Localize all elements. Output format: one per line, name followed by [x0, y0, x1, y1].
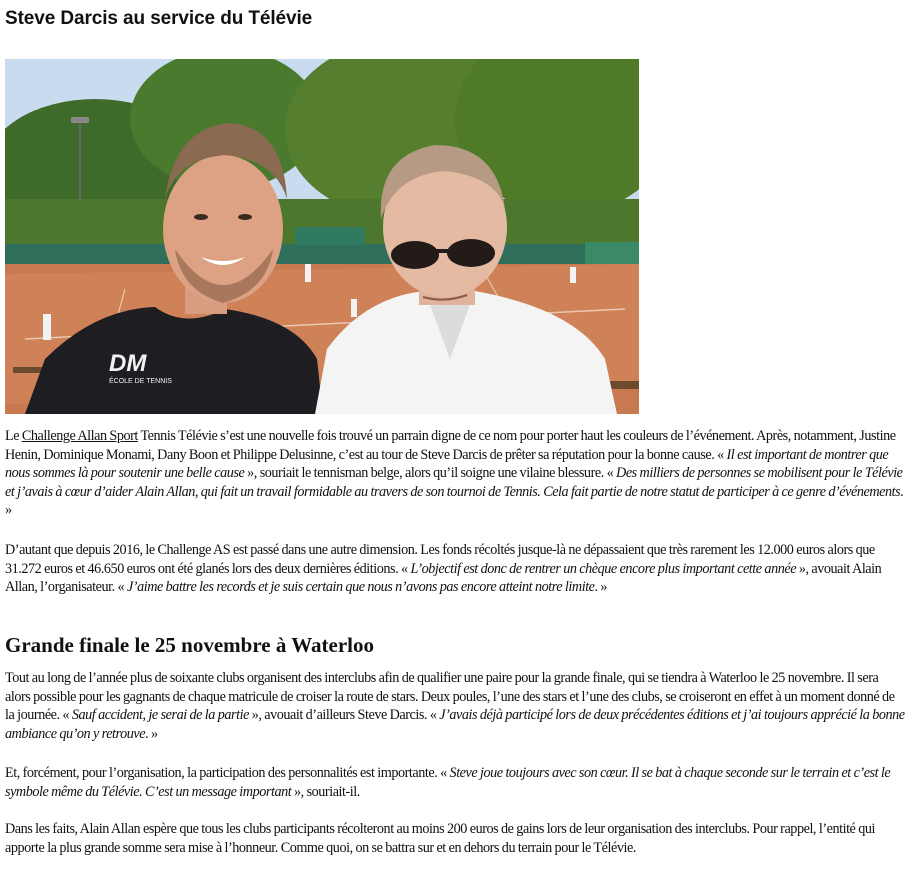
challenge-allan-sport-link[interactable]: Challenge Allan Sport [21, 428, 138, 444]
jacket-logo-text: DM [109, 350, 147, 377]
p3-text-1: Tout au long de l’année plus de soixante clubs organisent des interclubs afin de qualifier une paire pour la grande finale, qui se tiendra à Waterloo le 25 novembre. Il sera alors possible pour les gagnants de chaque matricule de croiser la route de stars. Deux poules, l’une des stars et l’une des clubs, se croiseront en effet à un moment donné de la journée. « [5, 670, 895, 724]
p2-quote-2: J’aime battre les records et je suis certain que nous n’avons pas encore atteint notre limite [126, 579, 595, 596]
p1-text-4: . » [5, 483, 904, 519]
p1-quote-1: Il est important de montrer que nous sommes là pour soutenir une belle cause [5, 446, 889, 482]
paragraph-2 [5, 541, 905, 597]
p2-text-2: », avouait Alain Allan, l’organisateur. « [5, 560, 882, 596]
p4-text-2: », souriait-il. [291, 783, 360, 800]
paragraph-3 [5, 669, 905, 743]
p2-text-1: D’autant que depuis 2016, le Challenge AS est passé dans une autre dimension. Les fonds récoltés jusque-là ne dépassaient que très rarement les 12.000 euros alors que 31.272 euros et 46.650 euros ont été glanés lors des deux dernières éditions. « [5, 542, 875, 577]
jacket-logo-caption: ÉCOLE DE TENNIS [109, 378, 172, 385]
p1-text-1: Le [5, 428, 22, 444]
paragraph-4 [5, 764, 905, 801]
p1-text-3: », souriait le tennisman belge, alors qu’il soigne une vilaine blessure. « [244, 465, 617, 482]
p4-quote-1: Steve joue toujours avec son cœur. Il se bat à chaque seconde sur le terrain et c’est le symbole même du Télévie. C’est un message important [5, 765, 891, 800]
p1-quote-2: Des milliers de personnes se mobilisent pour le Télévie et j’avais à cœur d’aider Alain Allan, qui fait un travail formidable au travers de son tournoi de Tennis. Cela fait partie de notre statut de participer à ce genre d’événements [5, 465, 903, 500]
p3-quote-2: J’avais déjà participé lors de deux précédentes éditions et j’ai toujours apprécié la bonne ambiance qu’on y retrouve [5, 707, 905, 742]
p2-quote-1: L’objectif est donc de rentrer un chèque encore plus important cette année [410, 560, 797, 577]
paragraph-1 [5, 427, 905, 520]
p3-text-2: », avouait d’ailleurs Steve Darcis. « [248, 707, 440, 724]
article-photo [5, 59, 639, 414]
p3-quote-1: Sauf accident, je serai de la partie [71, 707, 249, 724]
p1-text-2: Tennis Télévie s’est une nouvelle fois trouvé un parrain digne de ce nom pour porter haut les couleurs de l’événement. Après, notamment, Justine Henin, Dominique Monami, Dany Boon et Philippe Delusinne, c’est au tour de Steve Darcis de prêter sa réputation pour la bonne cause. « [5, 428, 896, 463]
p2-text-3: . » [594, 579, 608, 596]
p3-text-3: . » [145, 725, 158, 742]
p4-text-1: Et, forcément, pour l’organisation, la participation des personnalités est importante. « [5, 765, 450, 781]
article-title: Steve Darcis au service du Télévie [5, 8, 313, 29]
section-heading: Grande finale le 25 novembre à Waterloo [5, 633, 375, 657]
paragraph-5: Dans les faits, Alain Allan espère que tous les clubs participants récolteront au moins 200 euros de gains lors de leur organisation des interclubs. Pour rappel, l’entité qui apporte la plus grande somme sera mise à l’honneur. Comme quoi, on se battra sur et en dehors du terrain pour le Télévie. [5, 821, 875, 856]
